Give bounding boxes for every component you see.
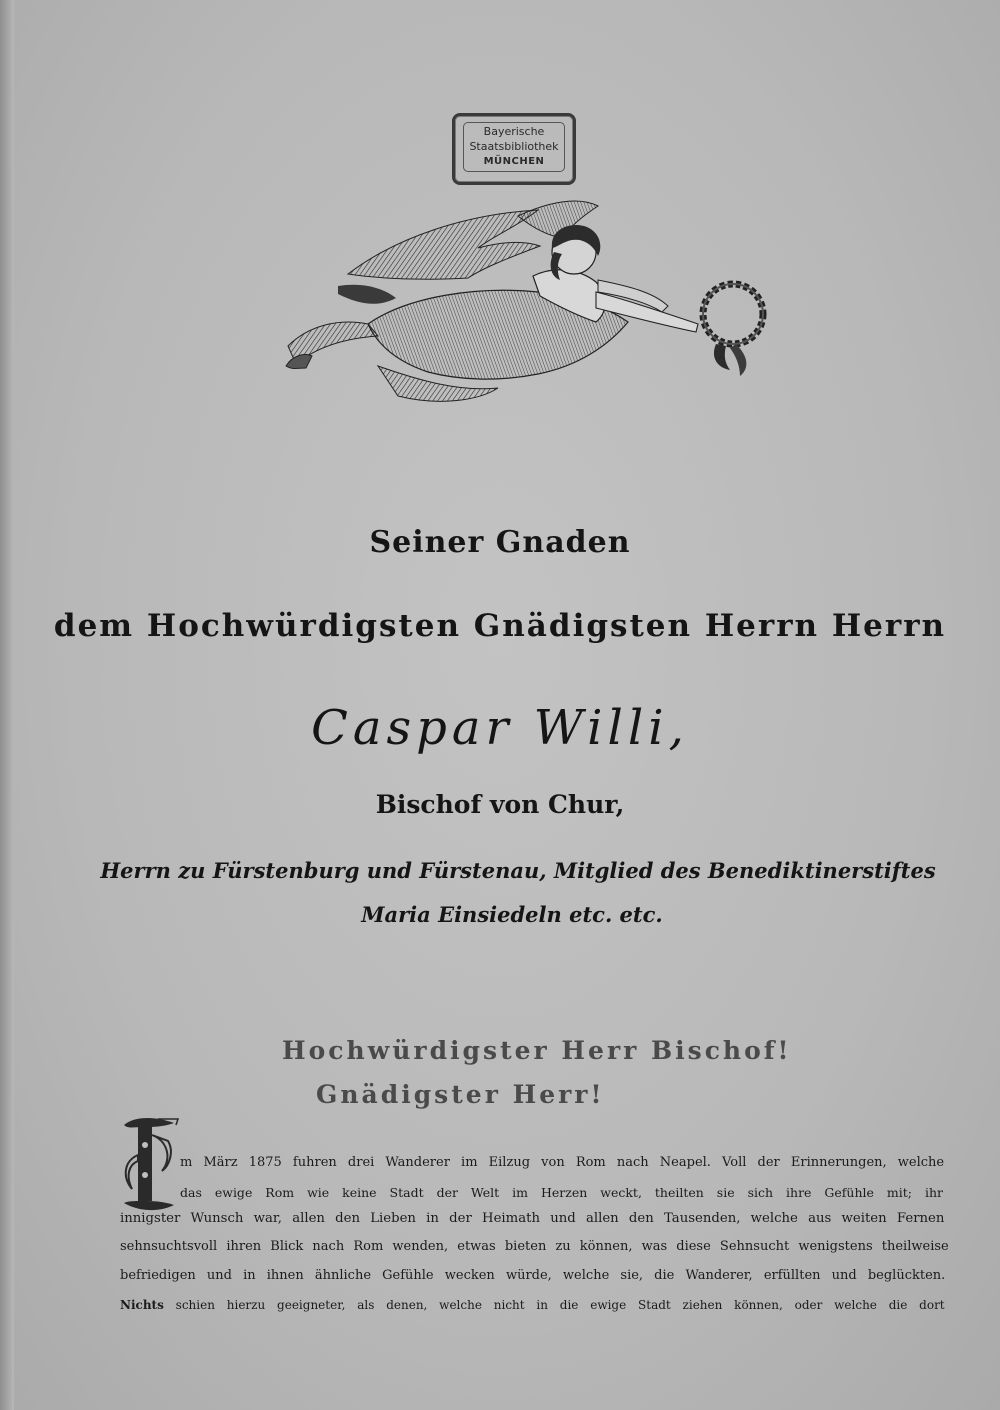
bishop-name: Caspar Willi, <box>311 700 689 756</box>
dedication-line-2: dem Hochwürdigsten Gnädigsten Herrn Herrn <box>53 608 947 644</box>
decorative-initial-i-icon <box>118 1115 180 1215</box>
salutation-line-2: Gnädigster Herr! <box>316 1080 605 1109</box>
library-stamp <box>452 113 576 185</box>
body-line-6 <box>120 1290 945 1320</box>
body-line-4: sehnsuchtsvoll ihren Blick nach Rom wenden, etwas bieten zu können, was diese Sehnsucht wenigstens theilweise <box>120 1239 949 1254</box>
dedication-line-6: Maria Einsiedeln etc. etc. <box>361 902 663 927</box>
body-line-1: m März 1875 fuhren drei Wanderer im Eilzug von Rom nach Neapel. Voll der Erinnerungen, welche <box>180 1155 945 1170</box>
body-line-6-first-word: Nichts <box>120 1298 164 1312</box>
stamp-line-3: MÜNCHEN <box>483 156 545 167</box>
salutation-line-1: Hochwürdigster Herr Bischof! <box>282 1036 792 1065</box>
dedication-line-1: Seiner Gnaden <box>369 525 631 560</box>
bishop-office: Bischof von Chur, <box>375 790 625 819</box>
body-line-2: das ewige Rom wie keine Stadt der Welt im Herzen weckt, theilten sie sich ihre Gefühle mit; ihr <box>180 1185 943 1200</box>
dedication-line-5: Herrn zu Fürstenburg und Fürstenau, Mitglied des Benediktinerstiftes <box>100 858 936 883</box>
body-line-5: befriedigen und in ihnen ähnliche Gefühle wecken würde, welche sie, die Wanderer, erfüllten und beglückten. <box>120 1268 946 1283</box>
body-line-3: innigster Wunsch war, allen den Lieben in der Heimath und allen den Tausenden, welche aus weiten Fernen <box>120 1211 945 1226</box>
angel-engraving-icon <box>278 196 778 411</box>
stamp-line-2: Staatsbibliothek <box>469 140 559 153</box>
stamp-line-1: Bayerische <box>483 125 545 138</box>
body-line-6-rest: schien hierzu geeigneter, als denen, welche nicht in die ewige Stadt ziehen können, oder welche die dort <box>163 1298 945 1312</box>
